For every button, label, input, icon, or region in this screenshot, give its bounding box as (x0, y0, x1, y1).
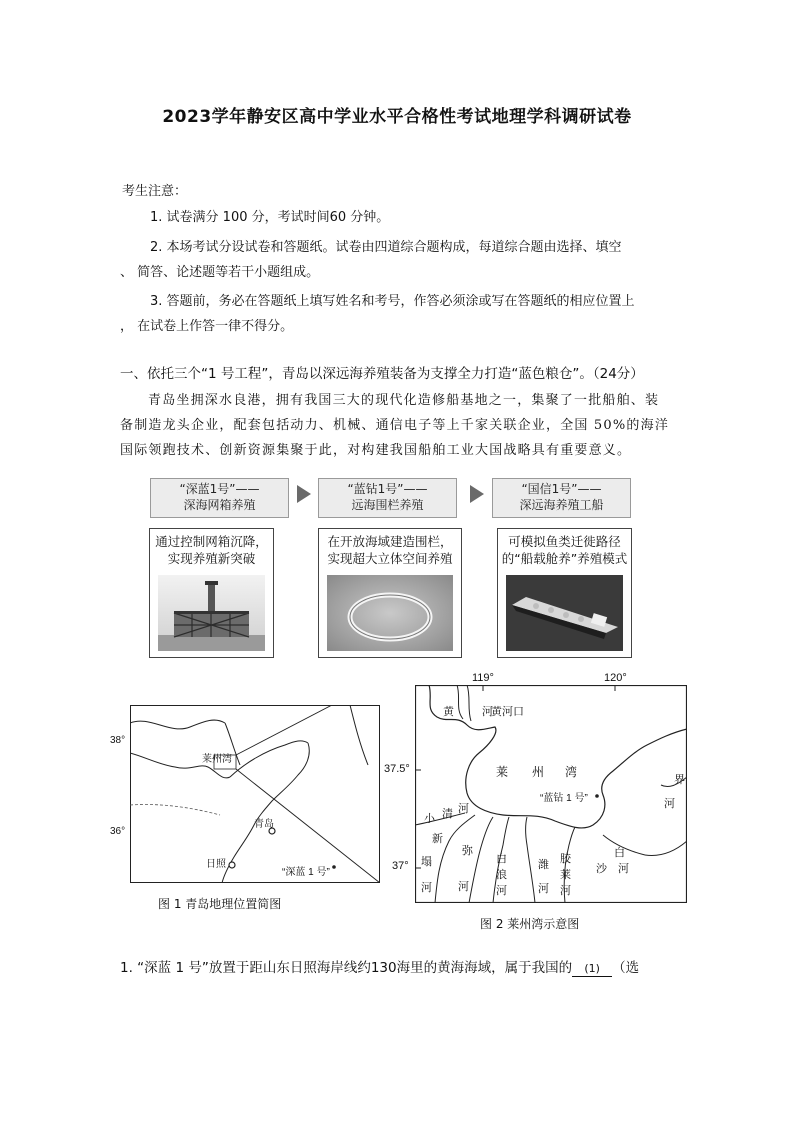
map2-huang: 黄 (443, 706, 454, 718)
map2-jiaohe: 河 (560, 885, 571, 897)
stage-guoxin-l2: 深远海养殖工船 (519, 498, 604, 512)
map2-lon120: 120° (604, 672, 627, 684)
net-cage-photo (158, 575, 265, 651)
qingdao-location-map (130, 705, 380, 883)
question1 (120, 959, 639, 977)
map2-qing: 清 (442, 808, 453, 820)
map2-wei: 潍 (538, 859, 549, 871)
card-shenlan-l1: 通过控制网箱沉降， (155, 534, 268, 549)
notice-item-2-line2: 、 简答、论述题等若干小题组成。 (120, 265, 320, 280)
map1-lat38: 38° (110, 735, 126, 746)
stage-lanzuan-l1: “蓝钻1号”—— (347, 482, 428, 496)
map2-ta: 塌 (421, 856, 432, 868)
notice-item-2-line1: 2. 本场考试分设试卷和答题纸。试卷由四道综合题构成，每道综合题由选择、填空 (150, 240, 622, 255)
map2-jiao: 胶 (560, 853, 571, 865)
question1-text: 1. “深蓝 1 号”放置于距山东日照海岸线约130海里的黄海海域，属于我国的 (120, 960, 573, 976)
map1-laizhouwan: 莱州湾 (202, 754, 232, 765)
card-guoxin-l2: 的“船载舱养”养殖模式 (501, 551, 628, 566)
map1-qingdao: 青岛 (254, 819, 274, 830)
card-lanzuan-l1: 在开放海域建造围栏， (327, 534, 453, 549)
map2-sha: 沙 (596, 863, 607, 875)
question1-tail: （选 (612, 960, 640, 976)
map2-lat375: 37.5° (384, 763, 410, 775)
stage-lanzuan-l2: 远海围栏养殖 (351, 498, 424, 512)
map2-lang: 浪 (496, 869, 507, 881)
map2-lai2: 莱 (560, 869, 571, 881)
section1-heading: 一、依托三个“1 号工程”，青岛以深远海养殖装备为支撑全力打造“蓝色粮仓”。（24分） (120, 366, 644, 382)
map2-lanzuan: “蓝钻 1 号” (540, 793, 588, 804)
flow-arrow-1 (297, 485, 311, 503)
fence-ring-photo (327, 575, 453, 651)
section1-para-line3: 国际领跑技术、创新资源集聚于此，对构建我国船舶工业大国战略具有重要意义。 (120, 443, 632, 458)
rizhao-marker (229, 862, 235, 868)
map2-qinghe: 河 (458, 803, 469, 815)
stage-lanzuan (318, 478, 457, 518)
card-lanzuan-l2: 实现超大立体空间养殖 (327, 551, 453, 566)
map2-jiehe: 河 (664, 798, 675, 810)
map2-zhou: 州 (532, 765, 545, 779)
lanzuan-marker (595, 794, 599, 798)
map2-lat37: 37° (392, 860, 409, 872)
card-guoxin (497, 528, 632, 658)
map2-xin: 新 (432, 833, 443, 845)
card-shenlan (149, 528, 274, 658)
map1-lat36: 36° (110, 826, 126, 837)
flow-arrow-2 (470, 485, 484, 503)
map2-jie: 界 (674, 774, 685, 786)
map1-shenlan: “深蓝 1 号” (282, 867, 330, 878)
map2-wan: 湾 (565, 765, 578, 779)
map2-lon119: 119° (472, 672, 494, 684)
stage-shenlan-l1: “深蓝1号”—— (179, 482, 260, 496)
notice-item-1: 1. 试卷满分 100 分，考试时间60 分钟。 (150, 210, 390, 225)
farming-ship-photo (506, 575, 623, 651)
map2-shahe: 河 (618, 863, 629, 875)
section1-para-line1: 青岛坐拥深水良港，拥有我国三大的现代化造修船基地之一，集聚了一批船舶、装 (148, 393, 660, 408)
map2-xiao: 小 (424, 813, 435, 825)
map2-mi: 弥 (462, 845, 473, 857)
notice-item-3-line2: ， 在试卷上作答一律不得分。 (120, 319, 294, 334)
map2-mihe: 河 (458, 881, 469, 893)
map2-he: 河 (482, 706, 493, 718)
shenlan-marker (332, 865, 336, 869)
map1-caption: 图 1 青岛地理位置简图 (158, 897, 282, 911)
stage-shenlan (150, 478, 289, 518)
question1-blank[interactable]: (1) (572, 961, 612, 977)
map2-langhe: 河 (496, 885, 507, 897)
map2-lai: 莱 (496, 765, 509, 779)
paper-title: 2023学年静安区高中学业水平合格性考试地理学科调研试卷 (162, 107, 632, 127)
notice-heading: 考生注意： (122, 184, 188, 199)
section1-para-line2: 备制造龙头企业，配套包括动力、机械、通信电子等上千家关联企业，全国 50%的海洋 (120, 418, 670, 433)
map2-caption: 图 2 莱州湾示意图 (480, 917, 580, 931)
stage-guoxin (492, 478, 631, 518)
map2-bai2: 白 (614, 847, 625, 859)
card-guoxin-l1: 可模拟鱼类迁徙路径 (508, 534, 621, 549)
card-shenlan-l2: 实现养殖新突破 (167, 551, 256, 566)
card-lanzuan (318, 528, 462, 658)
map2-huanghekou: 黄河口 (491, 706, 524, 718)
notice-item-3-line1: 3. 答题前，务必在答题纸上填写姓名和考号，作答必须涂或写在答题纸的相应位置上 (150, 294, 635, 309)
stage-shenlan-l2: 深海网箱养殖 (183, 498, 256, 512)
map2-bai: 白 (496, 853, 507, 865)
stage-guoxin-l1: “国信1号”—— (521, 482, 602, 496)
map2-ta-he: 河 (421, 882, 432, 894)
map1-rizhao: 日照 (206, 859, 226, 870)
map2-weihe: 河 (538, 883, 549, 895)
